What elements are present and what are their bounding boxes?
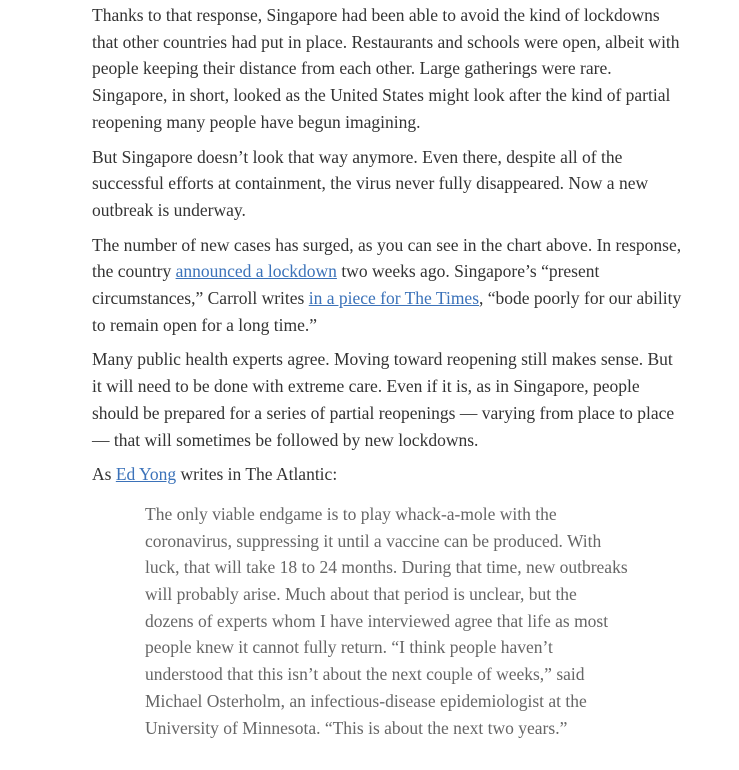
paragraph-5 [92, 461, 685, 488]
link-announced-a-lockdown[interactable]: announced a lockdown [175, 261, 337, 282]
paragraph-5-text-1: As [92, 464, 116, 485]
paragraph-3-text-3: , “bode poorly for our ability to remain open for a long time.” [92, 288, 682, 335]
paragraph-3-text-2: two weeks ago. Singapore’s “present circumstances,” Carroll writes [92, 261, 600, 309]
paragraph-3-text-1: The number of new cases has surged, as you can see in the chart above. In response, the country [92, 234, 682, 282]
paragraph-4: Many public health experts agree. Moving toward reopening still makes sense. But it will need to be done with extreme care. Even if it is, as in Singapore, people should be prepared for a series of partial reopenings — varying from place to place — that will sometimes be followed by new lockdowns. [92, 349, 675, 450]
article-body [92, 0, 685, 741]
link-in-a-piece-for-the-times[interactable]: in a piece for The Times [308, 288, 480, 309]
paragraph-1: Thanks to that response, Singapore had been able to avoid the kind of lockdowns that other countries had put in place. Restaurants and schools were open, albeit with people keeping their distance from each other. Large gatherings were rare. Singapore, in short, looked as the United States might look after the kind of partial reopening many people have begun imagining. [92, 5, 680, 132]
paragraph-2: But Singapore doesn’t look that way anymore. Even there, despite all of the successful efforts at containment, the virus never fully disappeared. Now a new outbreak is underway. [92, 146, 649, 220]
paragraph-5-text-2: writes in The Atlantic: [176, 464, 338, 485]
paragraph-3 [92, 232, 685, 339]
blockquote-ed-yong: The only viable endgame is to play whack-a-mole with the coronavirus, suppressing it until a vaccine can be produced. With luck, that will take 18 to 24 months. During that time, new outbreaks will probably arise. Much about that period is unclear, but the dozens of experts whom I have interviewed agree that life as most people knew it cannot fully return. “I think people haven’t understood that this isn’t about the next couple of weeks,” said Michael Osterholm, an infectious-disease epidemiologist at the University of Minnesota. “This is about the next two years.” [145, 503, 628, 738]
link-ed-yong[interactable]: Ed Yong [115, 464, 177, 485]
